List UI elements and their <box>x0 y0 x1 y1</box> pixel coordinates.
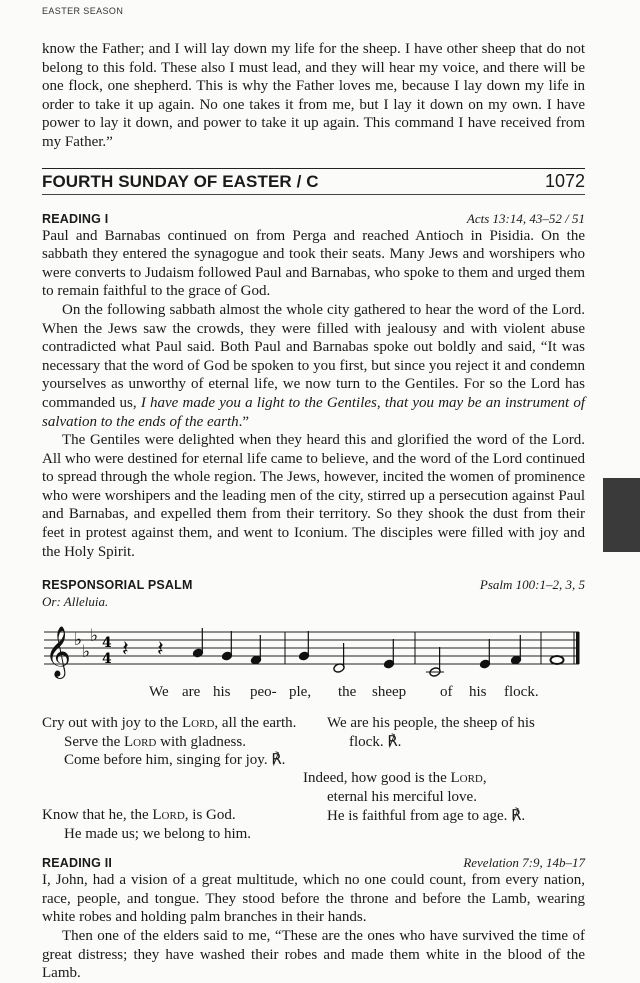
reading1-p2-end: .” <box>238 413 250 430</box>
stanza3-text-a: Indeed, how good is the <box>303 770 451 787</box>
section-number: 1072 <box>544 170 585 191</box>
psalm-alt-response: Or: Alleluia. <box>42 594 109 610</box>
stanza1-lord: Lord <box>182 715 215 732</box>
reading2-paragraph-1: I, John, had a vision of a great multitude, which no one could count, from every nation, race, people, and tongue. They stood before the throne and before the Lamb, wearing white robes and holding palm branches in their hands. <box>42 872 585 926</box>
psalm-heading <box>42 577 585 593</box>
reading1-label: READING I <box>42 211 109 226</box>
time-signature-bottom: 4 <box>102 651 112 668</box>
lyric-syllable: ple, <box>289 684 312 701</box>
section-rule <box>42 194 585 195</box>
stanza2-text-a: Know that he, the <box>42 807 153 824</box>
reading1-heading <box>42 211 585 227</box>
stanza2-line2: He made us; we belong to him. <box>64 825 252 842</box>
page-content <box>42 40 585 983</box>
lyric-syllable: the <box>338 684 357 701</box>
stanza-column-left <box>42 714 296 843</box>
psalm-citation: Psalm 100:1–2, 3, 5 <box>479 577 585 593</box>
notes <box>192 628 579 677</box>
stanza1-line2 <box>42 733 296 752</box>
stanza-r1-line2: flock. ℟. <box>349 733 402 750</box>
reading2-heading <box>42 855 585 871</box>
reading1-citation: Acts 13:14, 43–52 / 51 <box>466 210 585 226</box>
stanza1-line3: Come before him, singing for joy. ℟. <box>64 752 286 769</box>
section-title: FOURTH SUNDAY OF EASTER / C <box>42 171 319 191</box>
svg-text:♭: ♭ <box>90 626 99 647</box>
stanza1-l2-lord: Lord <box>123 733 157 750</box>
stanza1-line1 <box>42 714 296 733</box>
svg-text:♭: ♭ <box>74 630 83 651</box>
stanza1-text-a: Cry out with joy to the <box>42 715 182 732</box>
reading1-paragraph-3: The Gentiles were delighted when they heard this and glorified the word of the Lord. All who were destined for eternal life came to believe, and the word of the Lord continued to spread through the whole region. The Jews, however, incited the women of prominence who were worshipers and the leading men of the city, stirred up a persecution against Paul and Barnabas, and expelled them from their territory. So they shook the dust from their feet in protest against them, and went to Iconium. The disciples were filled with joy and the Holy Spirit. <box>42 432 585 560</box>
reading1-p2-quote: I have made you a light to the Gentiles, that you may be an instrument of salvation to the ends of the earth <box>42 394 585 430</box>
key-signature-flats <box>74 626 98 662</box>
svg-text:𝄽: 𝄽 <box>157 637 164 663</box>
psalm-lyrics <box>42 684 585 704</box>
lyric-syllable: sheep <box>372 684 407 701</box>
music-staff <box>42 614 585 684</box>
reading2-label: READING II <box>42 856 113 871</box>
lyric-syllable: We <box>149 684 169 701</box>
stanza-gap <box>42 788 296 806</box>
stanza3-line2: eternal his merciful love. <box>327 789 477 806</box>
stanza3-text-b: , <box>482 770 487 787</box>
stanza1-l2-text-b: with gladness. <box>156 733 246 750</box>
stanza-r1-line1: We are his people, the sheep of his <box>327 715 535 732</box>
lyric-syllable: his <box>469 684 487 701</box>
svg-text:𝄽: 𝄽 <box>122 637 129 663</box>
reading2-citation: Revelation 7:9, 14b–17 <box>463 855 585 871</box>
section-thumb-tab <box>603 478 640 552</box>
stanza-column-right <box>303 714 585 843</box>
lyric-syllable: are <box>182 684 201 701</box>
stanza2-lord: Lord <box>152 807 185 824</box>
stanza3-line1 <box>303 769 585 788</box>
lyric-syllable: his <box>213 684 231 701</box>
reading1-p2-start: On the following sabbath almost the whole city gathered to hear the word of the Lord. When the Jews saw the crowds, they were filled with jealousy and with violent abuse contradicted what Paul said. Both Paul and Barnabas spoke out boldly and said, “It was necessary that the word of God be spoken to you first, but since you reject it and condemn yourselves as unworthy of eternal life, we now turn to the Gentiles. For so the Lord has commanded us, <box>42 301 585 411</box>
treble-clef-icon: 𝄞 <box>45 626 72 678</box>
running-head: EASTER SEASON <box>42 6 124 16</box>
reading1-paragraph-2 <box>42 301 585 431</box>
svg-text:♭: ♭ <box>82 642 91 663</box>
stanza1-text-b: , all the earth. <box>214 715 297 732</box>
stanza3-lord: Lord <box>450 770 483 787</box>
section-header <box>42 168 585 192</box>
rests <box>122 637 164 662</box>
music-notation <box>42 614 585 684</box>
gospel-tail-paragraph: know the Father; and I will lay down my life for the sheep. I have other sheep that do not belong to this fold. These also I must lead, and they will hear my voice, and there will be one flock, one shepherd. This is why the Father loves me, because I lay down my life in order to take it up again. No one takes it from me, but I lay it down on my own. I have power to lay it down, and power to take it up again. This command I have received from my Father.” <box>42 41 585 150</box>
reading1-paragraph-1: Paul and Barnabas continued on from Perga and reached Antioch in Pisidia. On the sabbath they entered the synagogue and took their seats. Many Jews and worshipers who were converts to Judaism followed Paul and Barnabas, who spoke to them and urged them to remain faithful to the grace of God. <box>42 227 585 300</box>
psalm-label: RESPONSORIAL PSALM <box>42 578 193 593</box>
time-signature-top: 4 <box>102 635 112 652</box>
stanza-gap <box>327 751 585 769</box>
stanza2-line1 <box>42 806 296 825</box>
psalm-stanzas <box>42 714 585 843</box>
lyric-syllable: flock. <box>504 684 539 701</box>
stanza3-line3: He is faithful from age to age. ℟. <box>327 807 526 824</box>
reading2-paragraph-2: Then one of the elders said to me, “These are the ones who have survived the time of great distress; they have washed their robes and made them white in the blood of the Lamb. <box>42 928 585 982</box>
lyric-syllable: of <box>440 684 453 701</box>
lyric-syllable: peo- <box>250 684 277 701</box>
stanza2-text-b: , is God. <box>184 807 236 824</box>
stanza-gap <box>42 770 296 788</box>
stanza1-l2-text-a: Serve the <box>64 733 124 750</box>
